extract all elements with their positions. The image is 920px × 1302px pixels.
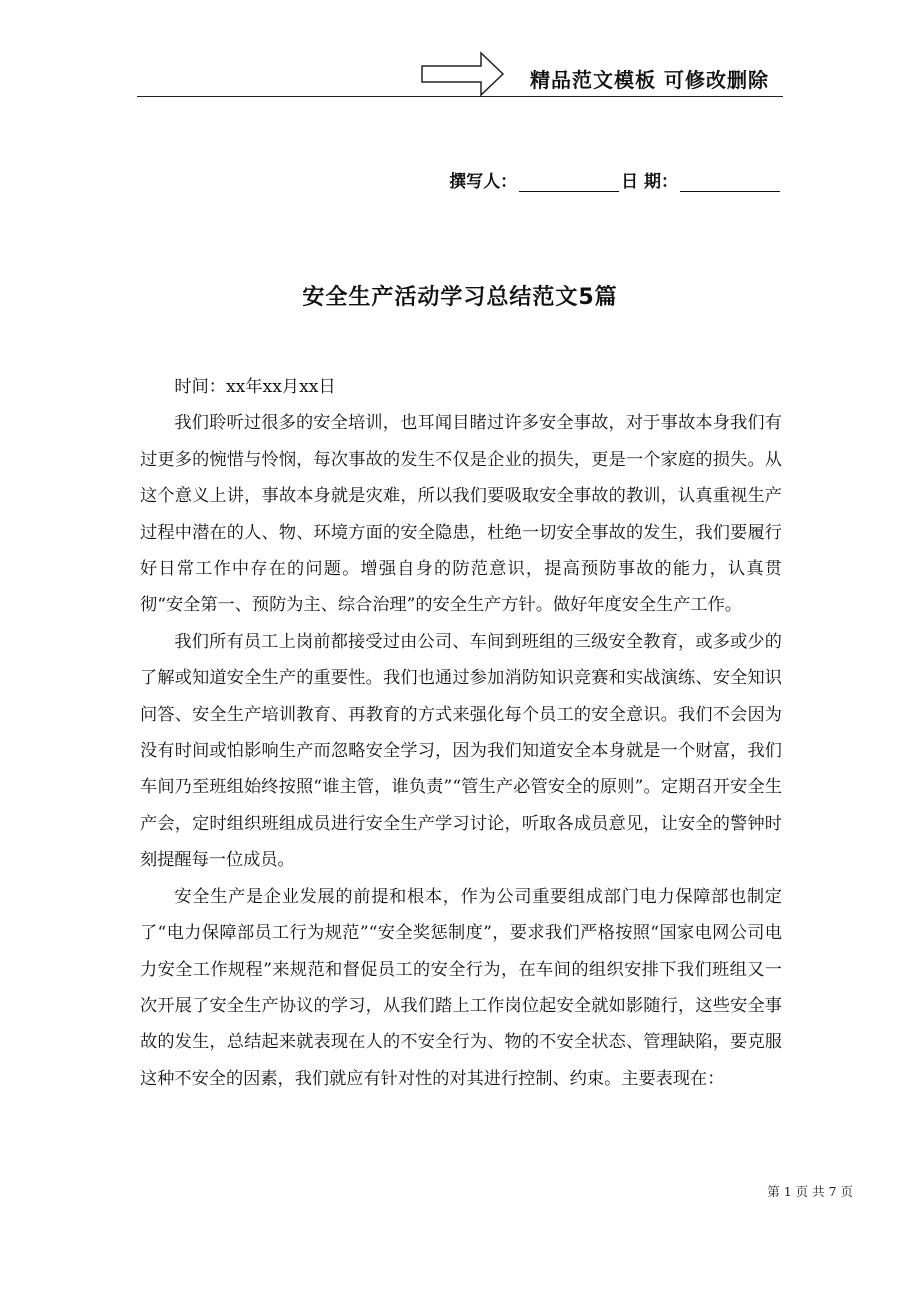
paragraph: 我们聆听过很多的安全培训，也耳闻目睹过许多安全事故，对于事故本身我们有过更多的惋惜与怜悯，每次事故的发生不仅是企业的损失，更是一个家庭的损失。从这个意义上讲，事故本身就是灾难，所以我们要吸取安全事故的教训，认真重视生产过程中潜在的人、物、环境方面的安全隐患，杜绝一切安全事故的发生，我们要履行好日常工作中存在的问题。增强自身的防范意识，提高预防事故的能力，认真贯彻“安全第一、预防为主、综合治理”的安全生产方针。做好年度安全生产工作。: [140, 413, 782, 616]
header-tag: 精品范文模板 可修改删除: [530, 68, 769, 92]
date-blank: [680, 173, 780, 192]
author-date-line: [449, 167, 782, 192]
time-line: 时间：xx年xx月xx日: [174, 377, 336, 397]
date-label: 日 期：: [621, 172, 678, 192]
document-title: 安全生产活动学习总结范文5篇: [302, 285, 618, 310]
page-number: 第 1 页 共 7 页: [767, 1184, 853, 1199]
document-body: [140, 369, 782, 1097]
paragraph: 我们所有员工上岗前都接受过由公司、车间到班组的三级安全教育，或多或少的了解或知道安全生产的重要性。我们也通过参加消防知识竞赛和实战演练、安全知识问答、安全生产培训教育、再教育的方式来强化每个员工的安全意识。我们不会因为没有时间或怕影响生产而忽略安全学习，因为我们知道安全本身就是一个财富，我们车间乃至班组始终按照“谁主管，谁负责”“管生产必管安全的原则”。定期召开安全生产会，定时组织班组成员进行安全生产学习讨论，听取各成员意见，让安全的警钟时刻提醒每一位成员。: [140, 631, 782, 871]
header-divider: [137, 96, 783, 97]
arrow-right-icon: [421, 51, 505, 97]
author-blank: [519, 173, 619, 192]
author-label: 撰写人：: [449, 172, 518, 192]
paragraph: 安全生产是企业发展的前提和根本，作为公司重要组成部门电力保障部也制定了“电力保障部员工行为规范”“安全奖惩制度”，要求我们严格按照“国家电网公司电力安全工作规程”来规范和督促员工的安全行为，在车间的组织安排下我们班组又一次开展了安全生产协议的学习，从我们踏上工作岗位起安全就如影随行，这些安全事故的发生，总结起来就表现在人的不安全行为、物的不安全状态、管理缺陷，要克服这种不安全的因素，我们就应有针对性的对其进行控制、约束。主要表现在：: [140, 886, 782, 1089]
